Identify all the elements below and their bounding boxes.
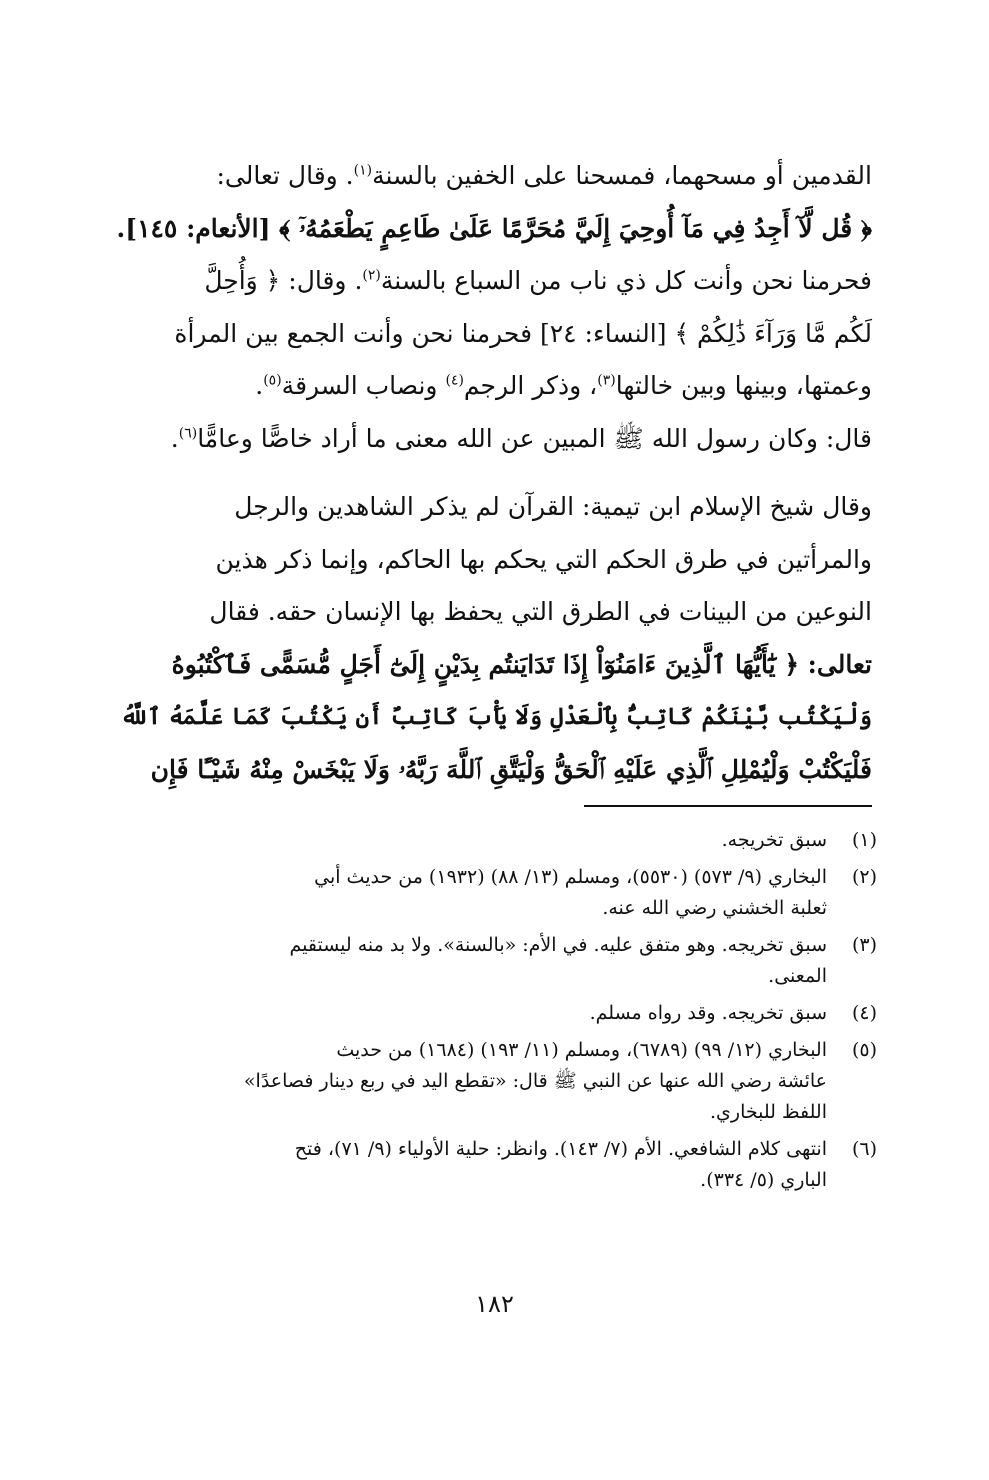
text-line: وعمتها، وبينها وبين خالتها$^{(٣)}$، وذكر الرجم$^{(٤)}$ ونصاب السرقة$^{(٥)}$. (255, 371, 872, 400)
footnote-3 (112, 930, 877, 992)
text-line: القدمين أو مسحهما، فمسحنا على الخفين بالسنة$^{(١)}$. وقال تعالى: (216, 161, 872, 190)
footnote-line: ثعلبة الخشني رضي الله عنه. (602, 897, 827, 919)
footnote-line: سبق تخريجه. (721, 829, 827, 851)
footnotes (112, 825, 877, 1202)
footnote-marker: (٢) (362, 267, 381, 284)
paragraph-shafii-quote (110, 150, 872, 465)
text-line: قال: وكان رسول الله ﷺ المبين عن الله معنى ما أراد خاصًّا وعامًّا$^{(٦)}$. (170, 423, 872, 453)
page-number: ١٨٢ (475, 1290, 514, 1318)
paragraph-ibn-taymiyyah (110, 481, 872, 796)
footnote-number: (٢) (851, 866, 877, 888)
text-line: لَكُم مَّا وَرَآءَ ذَٰلِكُمْ ﴾ [النساء: ٢٤] فحرمنا نحن وأنت الجمع بين المرأة (174, 318, 872, 348)
footnote-text (112, 825, 827, 856)
footnote-line: المعنى. (768, 965, 827, 987)
footnote-marker: (٦) (178, 425, 198, 442)
footnote-number: (٤) (851, 1002, 877, 1024)
footnote-separator (584, 805, 872, 807)
footnote-4 (112, 998, 877, 1029)
footnote-marker: (٤) (445, 372, 464, 389)
footnote-number: (٣) (851, 934, 877, 956)
quran-verse-line: وَلْيَكْتُب بَّيْنَكُمْ كَاتِبٌۢ بِٱلْعَدْلِ وَلَا يَأْبَ كَاتِبٌ أَن يَكْتُبَ كَمَا عَلَّمَهُ ٱللَّهُ (120, 703, 872, 730)
quran-verse-line: تعالى: ﴿ يَٰٓأَيُّهَا ٱلَّذِينَ ءَامَنُوٓاْ إِذَا تَدَايَنتُم بِدَيْنٍ إِلَىٰٓ أَجَلٍ مُّسَمًّى فَٱكْتُبُوهُ (171, 649, 872, 679)
footnote-line: البخاري (٩/ ٥٧٣) (٥٥٣٠)، ومسلم (١٣/ ٨٨) (١٩٣٢) من حديث أبي (314, 866, 827, 888)
text-line: فحرمنا نحن وأنت كل ذي ناب من السباع بالسنة$^{(٢)}$. وقال: ﴿ وَأُحِلَّ (204, 266, 872, 295)
footnote-text (112, 1134, 827, 1196)
text-line: النوعين من البينات في الطرق التي يحفظ بها الإنسان حقه. فقال (209, 597, 872, 626)
footnote-number: (٦) (851, 1138, 877, 1160)
text-line: وقال شيخ الإسلام ابن تيمية: القرآن لم يذكر الشاهدين والرجل (234, 492, 872, 521)
footnote-5 (112, 1035, 877, 1128)
footnote-text (112, 998, 827, 1029)
footnote-number: (٥) (851, 1039, 877, 1061)
footnote-marker: (٥) (263, 372, 282, 389)
footnote-line: سبق تخريجه. وهو متفق عليه. في الأم: «بالسنة». ولا بد منه ليستقيم (289, 934, 827, 956)
footnote-2 (112, 862, 877, 924)
footnote-marker: (٣) (597, 372, 616, 389)
footnote-line: انتهى كلام الشافعي. الأم (٧/ ١٤٣). وانظر: حلية الأولياء (٩/ ٧١)، فتح (294, 1138, 827, 1160)
footnote-marker: (١) (353, 162, 373, 179)
footnote-number: (١) (851, 829, 877, 851)
footnote-line: اللفظ للبخاري. (710, 1101, 827, 1123)
footnote-line: البخاري (١٢/ ٩٩) (٦٧٨٩)، ومسلم (١١/ ١٩٣) (١٦٨٤) من حديث (336, 1039, 827, 1061)
footnote-line: الباري (٥/ ٣٣٤). (700, 1169, 827, 1191)
footnote-1 (112, 825, 877, 856)
page-body (110, 150, 872, 796)
text-line: والمرأتين في طرق الحكم التي يحكم بها الحاكم، وإنما ذكر هذين (215, 544, 872, 574)
quran-verse-line: ﴿ قُل لَّآ أَجِدُ فِي مَآ أُوحِيَ إِلَيَّ مُحَرَّمًا عَلَىٰ طَاعِمٍ يَطْعَمُهُۥٓ ﴾ [الأنعام: ١٤٥]. (116, 213, 872, 243)
footnote-text (112, 1035, 827, 1128)
footnote-line: عائشة رضي الله عنها عن النبي ﷺ قال: «تقطع اليد في ربع دينار فصاعدًا» (243, 1070, 827, 1092)
footnote-text (112, 862, 827, 924)
footnote-text (112, 930, 827, 992)
quran-verse-line: فَلْيَكْتُبْ وَلْيُمْلِلِ ٱلَّذِي عَلَيْهِ ٱلْحَقُّ وَلْيَتَّقِ ٱللَّهَ رَبَّهُۥ وَلَا يَبْخَسْ مِنْهُ شَيْـًٔا فَإِن (150, 754, 872, 784)
footnote-line: سبق تخريجه. وقد رواه مسلم. (589, 1002, 827, 1024)
footnote-6 (112, 1134, 877, 1196)
